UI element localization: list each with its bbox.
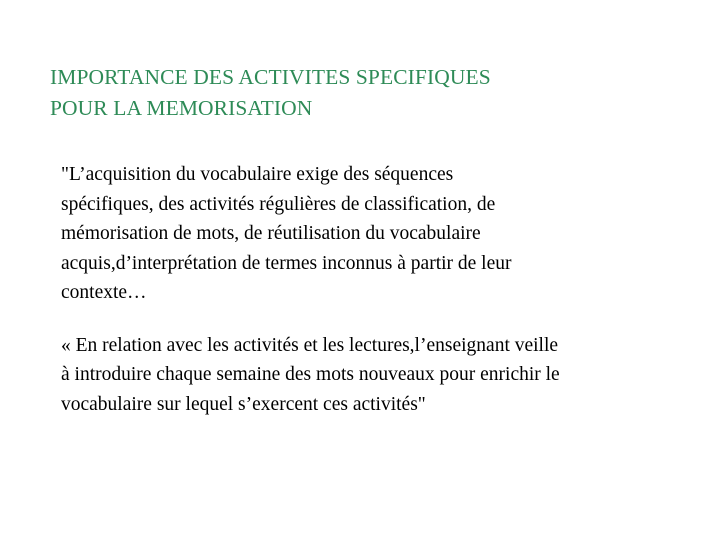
paragraph-2-line-2: à introduire chaque semaine des mots nouveaux pour enrichir le (61, 364, 560, 385)
paragraph-2-line-1: « En relation avec les activités et les lectures,l’enseignant veille (61, 334, 559, 356)
paragraph-1-line-5: contexte… (61, 282, 147, 303)
paragraph-1-line-3: mémorisation de mots, de réutilisation du vocabulaire (61, 223, 481, 244)
paragraph-2-line-3: vocabulaire sur lequel s’exercent ces activités" (61, 393, 426, 415)
slide-body (61, 160, 701, 419)
title-line-1: IMPORTANCE DES ACTIVITES SPECIFIQUES (50, 65, 491, 89)
quote-paragraph-2 (61, 331, 701, 420)
paragraph-1-line-1: "L’acquisition du vocabulaire exige des séquences (61, 164, 454, 185)
title-line-2: POUR LA MEMORISATION (50, 96, 313, 120)
paragraph-1-line-2: spécifiques, des activités régulières de classification, de (61, 193, 496, 215)
slide-title (50, 62, 690, 124)
quote-paragraph-1 (61, 160, 701, 308)
paragraph-1-line-4: acquis,d’interprétation de termes inconnus à partir de leur (61, 252, 512, 274)
